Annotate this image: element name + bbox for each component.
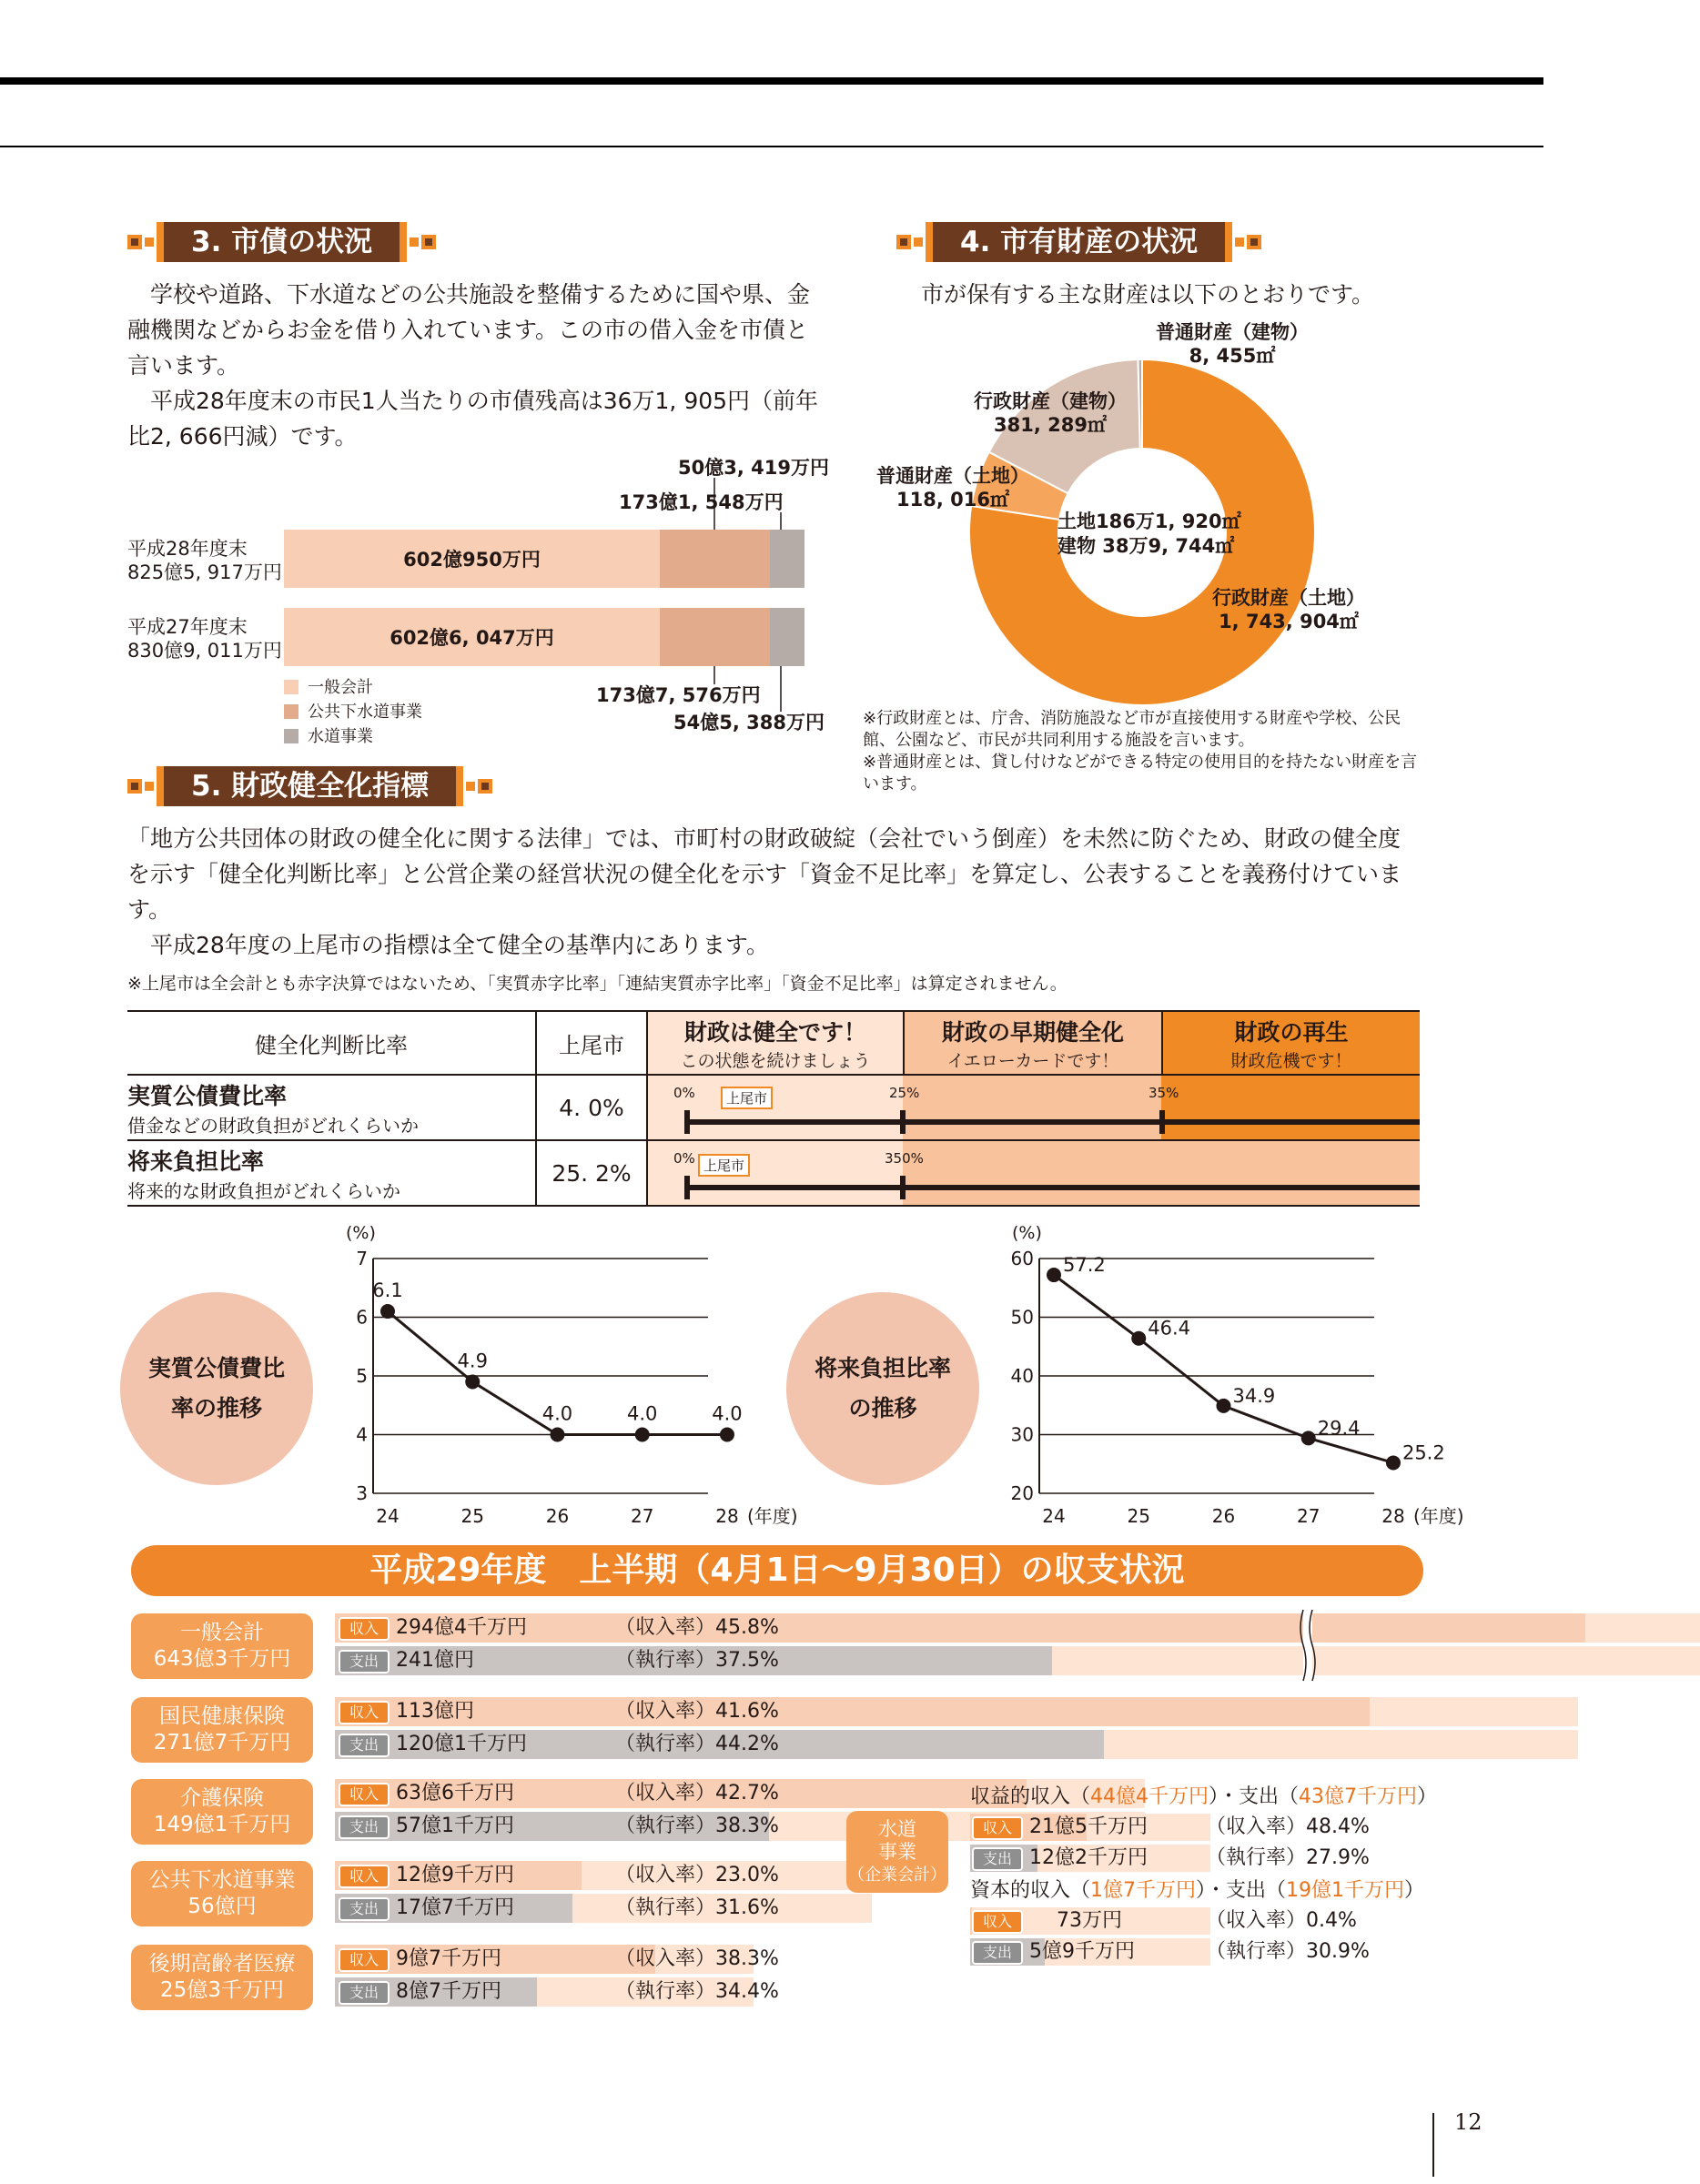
legend-general: 一般会計 [308,678,373,697]
water-cap-in: 73万円 [1057,1909,1123,1932]
y-tick-label: 60 [1010,1248,1034,1269]
data-point [1386,1455,1401,1470]
income-tag: 収入 [339,1617,390,1641]
expense-rate: （執行率）31.6% [615,1896,779,1919]
heading-ornament [478,779,492,794]
header-healthy-title: 財政は健全です！ [683,1018,866,1046]
legend-item [284,675,422,700]
income-track [335,1613,1700,1643]
top-rule [0,77,1543,85]
legend-swatch [284,680,299,694]
income-rate: （収入率）38.3% [615,1947,779,1970]
expense-amount: 57億1千万円 [396,1815,515,1837]
x-axis-label: (年度) [746,1505,798,1527]
income-rate: （収入率）23.0% [615,1864,779,1886]
table-row [127,1140,1420,1206]
income-tag: 収入 [339,1701,390,1724]
break-mark-icon [1298,1610,1320,1681]
account-total: 149億1千万円 [153,1813,291,1836]
header-early-title: 財政の早期健全化 [941,1018,1124,1046]
data-point [550,1428,564,1442]
y-tick-label: 40 [1010,1365,1034,1387]
health-ratio-table [127,1010,1420,1207]
x-tick-label: 24 [376,1505,400,1527]
heading-ornament [914,238,923,247]
tick-label: 35% [1149,1085,1179,1101]
expense-row [339,1813,514,1840]
bar-segment-sewer [660,608,770,666]
y-tick-label: 3 [356,1482,368,1504]
header-rebuild-sub: 財政危機です！ [1230,1050,1352,1071]
data-point [1047,1268,1061,1282]
sewer-debt-label-27: 173億7, 576万円 [596,684,761,706]
expense-tag: 支出 [972,1941,1023,1965]
slice-name: 行政財産（土地） [1212,587,1365,609]
y-tick-label: 6 [356,1306,368,1329]
label-general-building [1156,320,1309,368]
label-general-land [876,464,1029,511]
ratio-name: 将来負担比率 [127,1148,265,1175]
slice-value: 118, 016㎡ [896,489,1009,511]
water-cap-out-rate: （執行率）30.9% [1206,1940,1370,1963]
expense-tag: 支出 [972,1847,1023,1871]
row-ratio-name [127,1075,536,1140]
data-label: 57.2 [1063,1254,1106,1277]
ratio-desc: 将来的な財政負担がどれくらいか [127,1179,400,1202]
bar-label-27-year: 平成27年度末 [127,616,248,638]
income-row [339,1698,474,1725]
property-note-2: ※普通財産とは、貸し付けなどができる特定の使用目的を持たない財産を言います。 [863,753,1418,794]
x-tick-label: 25 [460,1505,484,1527]
expense-row [339,1978,501,2006]
data-point [635,1428,650,1442]
water-cap-out: 5億9千万円 [1029,1940,1136,1963]
section-5-note: ※上尾市は全会計とも赤字決算ではないため、「実質赤字比率」「連結実質赤字比率」「資金不足比率」は算定されません。 [127,974,1068,994]
heading-ornament [145,782,154,791]
account-total: 643億3千万円 [153,1647,291,1671]
expense-amount: 8億7千万円 [396,1980,502,2003]
income-tag: 収入 [339,1865,390,1888]
legend-item [284,724,422,749]
cap-out-total: 19億1千万円 [1286,1879,1405,1902]
legend-swatch [284,729,299,743]
expense-tag: 支出 [339,1815,390,1839]
income-amount: 294億4千万円 [396,1616,528,1639]
scale-tick [900,1110,906,1134]
center-land: 土地186万1, 920㎡ [1057,511,1241,532]
expense-tag: 支出 [339,1650,390,1673]
tick-label: 350% [885,1150,924,1167]
scale-tick [1159,1110,1165,1134]
slice-name: 普通財産（土地） [876,465,1029,487]
legend-swatch [284,704,299,719]
account-label [131,1945,313,2010]
income-rate: （収入率）42.7% [615,1782,779,1805]
expense-tag: 支出 [339,1897,390,1921]
bar-label-27 [127,615,282,662]
water-cap-in-rate: （収入率）0.4% [1206,1909,1357,1932]
account-name: 介護保険 [180,1786,264,1810]
data-label: 6.1 [372,1279,403,1302]
header-early-sub: イエローカードです！ [946,1050,1119,1071]
heading-part: 収益的収入（ [970,1785,1091,1808]
cap-in-total: 1億7千万円 [1090,1879,1197,1902]
expense-track [335,1646,1700,1675]
bar-label-27-total: 830億9, 011万円 [127,640,282,662]
budget-title-banner: 平成29年度 上半期（4月1日～9月30日）の収支状況 [131,1545,1423,1596]
debt-bar-28 [284,530,804,588]
chart-1-caption-circle [120,1292,313,1485]
heading-ornament [421,235,436,249]
section-3-title: 3. 市債の状況 [157,222,407,262]
scale-tick [900,1176,906,1199]
bar-segment-sewer [660,530,770,588]
data-point [465,1374,480,1389]
income-fill [335,1697,1370,1726]
section-4-title: 4. 市有財産の状況 [926,222,1232,262]
section-5-heading [127,766,492,806]
row-ratio-name [127,1140,536,1206]
y-tick-label: 4 [356,1423,368,1446]
chart-2-caption-circle [786,1292,979,1485]
scale-track [648,1076,1420,1139]
slice-name: 行政財産（建物） [974,390,1127,412]
legend-water: 水道事業 [308,727,373,746]
header-early [904,1011,1162,1075]
bar-segment-water [770,530,804,588]
water-profit-out-rate: （執行率）27.9% [1206,1846,1370,1869]
scale-tick [684,1110,690,1134]
header-healthy-sub: この状態を続けましょう [680,1050,871,1071]
y-axis-label: (%) [346,1223,376,1243]
account-label [131,1697,313,1763]
water-name-2: 事業 [878,1840,916,1863]
income-row [339,1614,527,1642]
water-debt-label-27: 54億5, 388万円 [673,712,825,733]
header-rebuild [1162,1011,1420,1075]
data-label: 25.2 [1401,1441,1445,1464]
account-total: 56億円 [187,1895,257,1918]
income-row [339,1862,514,1889]
x-tick-label: 25 [1127,1505,1150,1527]
account-label [131,1861,313,1926]
ratio-value: 25. 2% [536,1140,647,1206]
header-ratio: 健全化判断比率 [127,1011,536,1075]
section-3-heading [127,222,436,262]
data-label: 4.0 [541,1402,573,1425]
scale-line [684,1185,1420,1190]
debt-bar-27 [284,608,804,666]
ratio-name: 実質公債費比率 [127,1082,288,1109]
x-tick-label: 28 [715,1505,739,1527]
income-row [339,1946,501,1973]
expense-rate: （執行率）37.5% [615,1649,779,1672]
bar-segment-general: 602億950万円 [284,530,660,588]
header-rebuild-title: 財政の再生 [1234,1018,1349,1046]
bar-label-28 [127,537,282,584]
debt-legend [284,675,422,749]
heading-ornament [1235,238,1244,247]
water-cap-out-row [972,1938,1135,1966]
water-name-3: （企業会計） [848,1865,946,1885]
account-name: 公共下水道事業 [148,1868,296,1892]
heading-ornament [410,238,419,247]
expense-row [339,1647,474,1674]
chart-2-title: 将来負担比率の推移 [815,1355,952,1421]
bar-segment-general: 602億6, 047万円 [284,608,660,666]
income-tag: 収入 [972,1910,1023,1934]
tick-label: 0% [673,1150,695,1167]
page-number: 12 [1454,2109,1482,2135]
data-label: 34.9 [1232,1384,1276,1407]
water-cap-in-row [972,1907,1122,1935]
data-label: 4.9 [457,1350,488,1372]
x-tick-label: 28 [1381,1505,1405,1527]
chart-1-title: 実質公債費比率の推移 [148,1355,286,1421]
expense-tag: 支出 [339,1981,390,2005]
center-building: 建物 38万9, 744㎡ [1057,535,1235,557]
bar-label-28-total: 825億5, 917万円 [127,561,282,583]
table-row [127,1075,1420,1140]
income-tag: 収入 [972,1816,1023,1840]
heading-ornament [466,782,475,791]
city-marker: 上尾市 [698,1154,750,1177]
label-admin-land [1212,586,1365,633]
header-line [0,146,1543,147]
income-rate: （収入率）41.6% [615,1700,779,1723]
heading-part: ）・支出（ [1209,1785,1300,1808]
bar-label-28-year: 平成28年度末 [127,538,248,560]
expense-amount: 17億7千万円 [396,1896,515,1919]
water-profit-in: 21億5千万円 [1029,1815,1149,1838]
expense-tag: 支出 [339,1734,390,1757]
expense-row [339,1731,527,1758]
heading-part: ） [1417,1785,1438,1808]
x-tick-label: 24 [1042,1505,1066,1527]
y-tick-label: 5 [356,1365,368,1387]
heading-part: 資本的収入（ [970,1879,1091,1902]
heading-ornament [1247,235,1261,249]
account-label [131,1779,313,1845]
scale-line [684,1119,1420,1125]
data-label: 4.0 [627,1402,658,1425]
data-point [380,1304,395,1319]
profit-in-total: 44億4千万円 [1090,1785,1209,1808]
income-track [335,1697,1578,1726]
data-label: 4.0 [712,1402,743,1425]
legend-sewer: 公共下水道事業 [308,703,422,722]
heading-ornament [127,235,142,249]
scale-tick [684,1176,690,1199]
y-tick-label: 30 [1010,1423,1034,1446]
expense-rate: （執行率）34.4% [615,1980,779,2003]
property-note-1: ※行政財産とは、庁舎、消防施設など市が直接使用する財産や学校、公民館、公園など、市民が共同利用する施設を言います。 [863,709,1401,750]
scale-track [648,1141,1420,1205]
water-name-1: 水道 [878,1817,916,1840]
income-tag: 収入 [339,1948,390,1972]
ratio-scale [647,1075,1420,1140]
label-admin-building [974,389,1127,437]
income-rate: （収入率）45.8% [615,1616,779,1639]
water-profit-in-row [972,1814,1148,1841]
water-business-label [846,1811,948,1893]
sewer-debt-label-28: 173億1, 548万円 [619,491,784,513]
income-amount: 113億円 [396,1700,475,1723]
x-tick-label: 27 [1296,1505,1321,1527]
data-point [1301,1431,1316,1445]
water-profit-out-row [972,1845,1148,1872]
expense-rate: （執行率）44.2% [615,1733,779,1755]
account-name: 後期高齢者医療 [148,1952,296,1976]
legend-item [284,700,422,724]
slice-value: 1, 743, 904㎡ [1219,611,1359,632]
water-debt-label-28: 50億3, 419万円 [678,457,829,479]
expense-rate: （執行率）38.3% [615,1815,779,1837]
header-healthy [647,1011,904,1075]
water-profit-heading [970,1784,1437,1811]
section-3-paragraph-2: 平成28年度末の市民1人当たりの市債残高は36万1, 905円（前年比2, 666円減）です。 [127,388,819,450]
heading-part: ） [1404,1879,1425,1902]
expense-row [339,1895,514,1922]
section-5-paragraph-1: 「地方公共団体の財政の健全化に関する法律」では、市町村の財政破綻（会社でいう倒産）を未然に防ぐため、財政の健全度を示す「健全化判断比率」と公営企業の経営状況の健全化を示す「資金不足比率」を算定し、公表することを義務付けています。 [127,825,1402,923]
chart-2-line-chart [994,1215,1464,1529]
section-4-intro: 市が保有する主な財産は以下のとおりです。 [921,281,1375,308]
income-tag: 収入 [339,1783,390,1806]
slice-value: 381, 289㎡ [994,414,1107,436]
water-profit-out: 12億2千万円 [1029,1846,1149,1869]
profit-out-total: 43億7千万円 [1299,1785,1418,1808]
slice-value: 8, 455㎡ [1189,345,1276,367]
ratio-scale [647,1140,1420,1206]
account-total: 271億7千万円 [153,1731,291,1754]
y-tick-label: 20 [1010,1482,1034,1504]
income-amount: 9億7千万円 [396,1947,502,1970]
y-tick-label: 50 [1010,1306,1034,1329]
page-number-rule [1432,2113,1434,2177]
table-header-row [127,1011,1420,1075]
income-amount: 12億9千万円 [396,1864,515,1886]
slice-name: 普通財産（建物） [1156,321,1309,343]
account-label [131,1613,313,1679]
section-5-title: 5. 財政健全化指標 [157,766,463,806]
heading-ornament [127,779,142,794]
water-profit-in-rate: （収入率）48.4% [1206,1815,1370,1838]
income-amount: 63億6千万円 [396,1782,515,1805]
x-tick-label: 26 [545,1505,570,1527]
section-4-heading [896,222,1261,262]
chart-1-line-chart [328,1215,798,1529]
ratio-desc: 借金などの財政負担がどれくらいか [127,1114,419,1137]
y-tick-label: 7 [356,1248,368,1269]
ratio-value: 4. 0% [536,1075,647,1140]
donut-center-label [1057,510,1241,559]
tick-label: 25% [889,1085,920,1101]
account-total: 25億3千万円 [160,1978,284,2002]
heading-ornament [145,238,154,247]
y-axis-label: (%) [1012,1223,1042,1243]
income-row [339,1780,514,1807]
x-axis-label: (年度) [1412,1505,1464,1527]
data-point [720,1428,734,1442]
account-name: 一般会計 [180,1621,264,1644]
city-marker: 上尾市 [721,1087,773,1109]
data-point [1131,1331,1146,1346]
heading-ornament [896,235,911,249]
account-name: 国民健康保険 [159,1704,285,1728]
section-3-paragraph-1: 学校や道路、下水道などの公共施設を整備するために国や県、金融機関などからお金を借り入れています。この市の借入金を市債と言います。 [127,281,811,379]
header-city: 上尾市 [536,1011,647,1075]
expense-amount: 241億円 [396,1649,475,1672]
expense-amount: 120億1千万円 [396,1733,528,1755]
x-tick-label: 27 [630,1505,654,1527]
water-capital-heading [970,1877,1424,1905]
bar-segment-water [770,608,804,666]
data-point [1216,1399,1230,1413]
data-label: 46.4 [1148,1317,1191,1340]
heading-part: ）・支出（ [1196,1879,1287,1902]
section-5-paragraph-2: 平成28年度の上尾市の指標は全て健全の基準内にあります。 [127,932,769,958]
data-label: 29.4 [1317,1417,1361,1440]
tick-label: 0% [673,1085,695,1101]
x-tick-label: 26 [1211,1505,1236,1527]
